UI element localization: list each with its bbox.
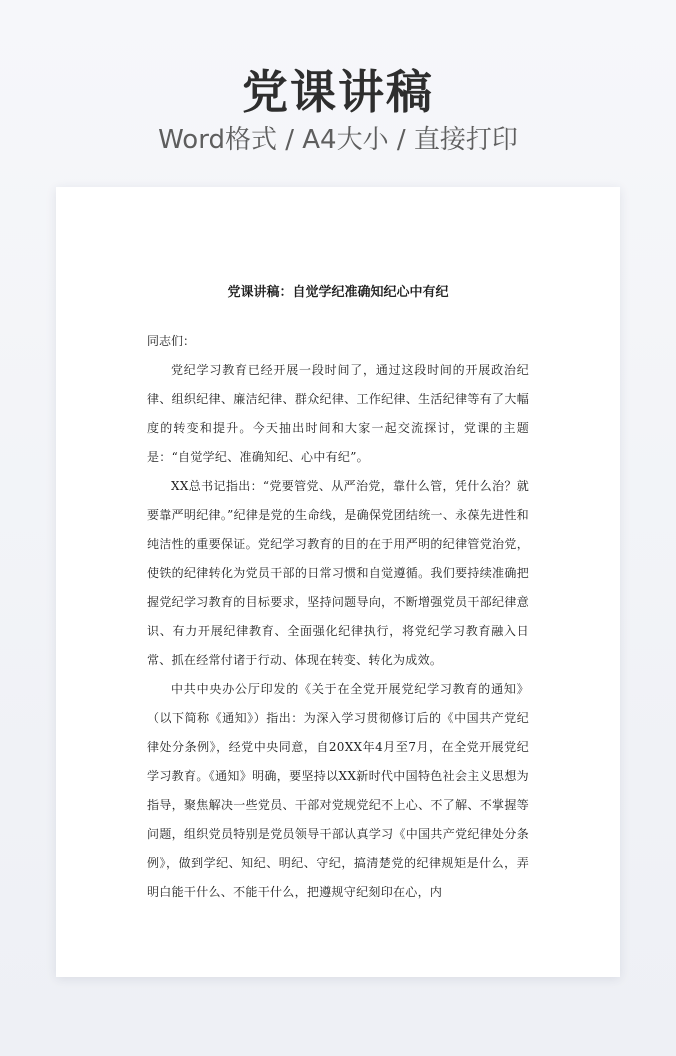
document-salutation: 同志们： bbox=[147, 334, 196, 348]
page-header bbox=[0, 62, 676, 158]
document-page bbox=[56, 187, 620, 977]
page-subtitle: Word格式 / A4大小 / 直接打印 bbox=[158, 125, 518, 155]
document-body bbox=[147, 283, 529, 907]
document-paragraph: 党纪学习教育已经开展一段时间了，通过这段时间的开展政治纪律、组织纪律、廉洁纪律、群众纪律、工作纪律、生活纪律等有了大幅度的转变和提升。今天抽出时间和大家一起交流探讨，党课的主题是：“自觉学纪、准确知纪、心中有纪”。 bbox=[147, 363, 529, 464]
document-paragraph: 中共中央办公厅印发的《关于在全党开展党纪学习教育的通知》（以下简称《通知》）指出：为深入学习贯彻修订后的《中国共产党纪律处分条例》，经党中央同意，自20XX年4月至7月，在全党开展党纪学习教育。《通知》明确，要坚持以XX新时代中国特色社会主义思想为指导，聚焦解决一些党员、干部对党规党纪不上心、不了解、不掌握等问题，组织党员特别是党员领导干部认真学习《中国共产党纪律处分条例》，做到学纪、知纪、明纪、守纪，搞清楚党的纪律规矩是什么，弄明白能干什么、不能干什么，把遵规守纪刻印在心，内 bbox=[147, 682, 529, 899]
page-title: 党课讲稿 bbox=[242, 65, 434, 119]
document-paragraph: XX总书记指出：“党要管党、从严治党，靠什么管，凭什么治？就要靠严明纪律。”纪律是党的生命线，是确保党团结统一、永葆先进性和纯洁性的重要保证。党纪学习教育的目的在于用严明的纪律管党治党，使铁的纪律转化为党员干部的日常习惯和自觉遵循。我们要持续准确把握党纪学习教育的目标要求，坚持问题导向，不断增强党员干部纪律意识、有力开展纪律教育、全面强化纪律执行，将党纪学习教育融入日常、抓在经常付诸于行动、体现在转变、转化为成效。 bbox=[147, 479, 529, 667]
document-title: 党课讲稿：自觉学纪准确知纪心中有纪 bbox=[227, 285, 449, 300]
